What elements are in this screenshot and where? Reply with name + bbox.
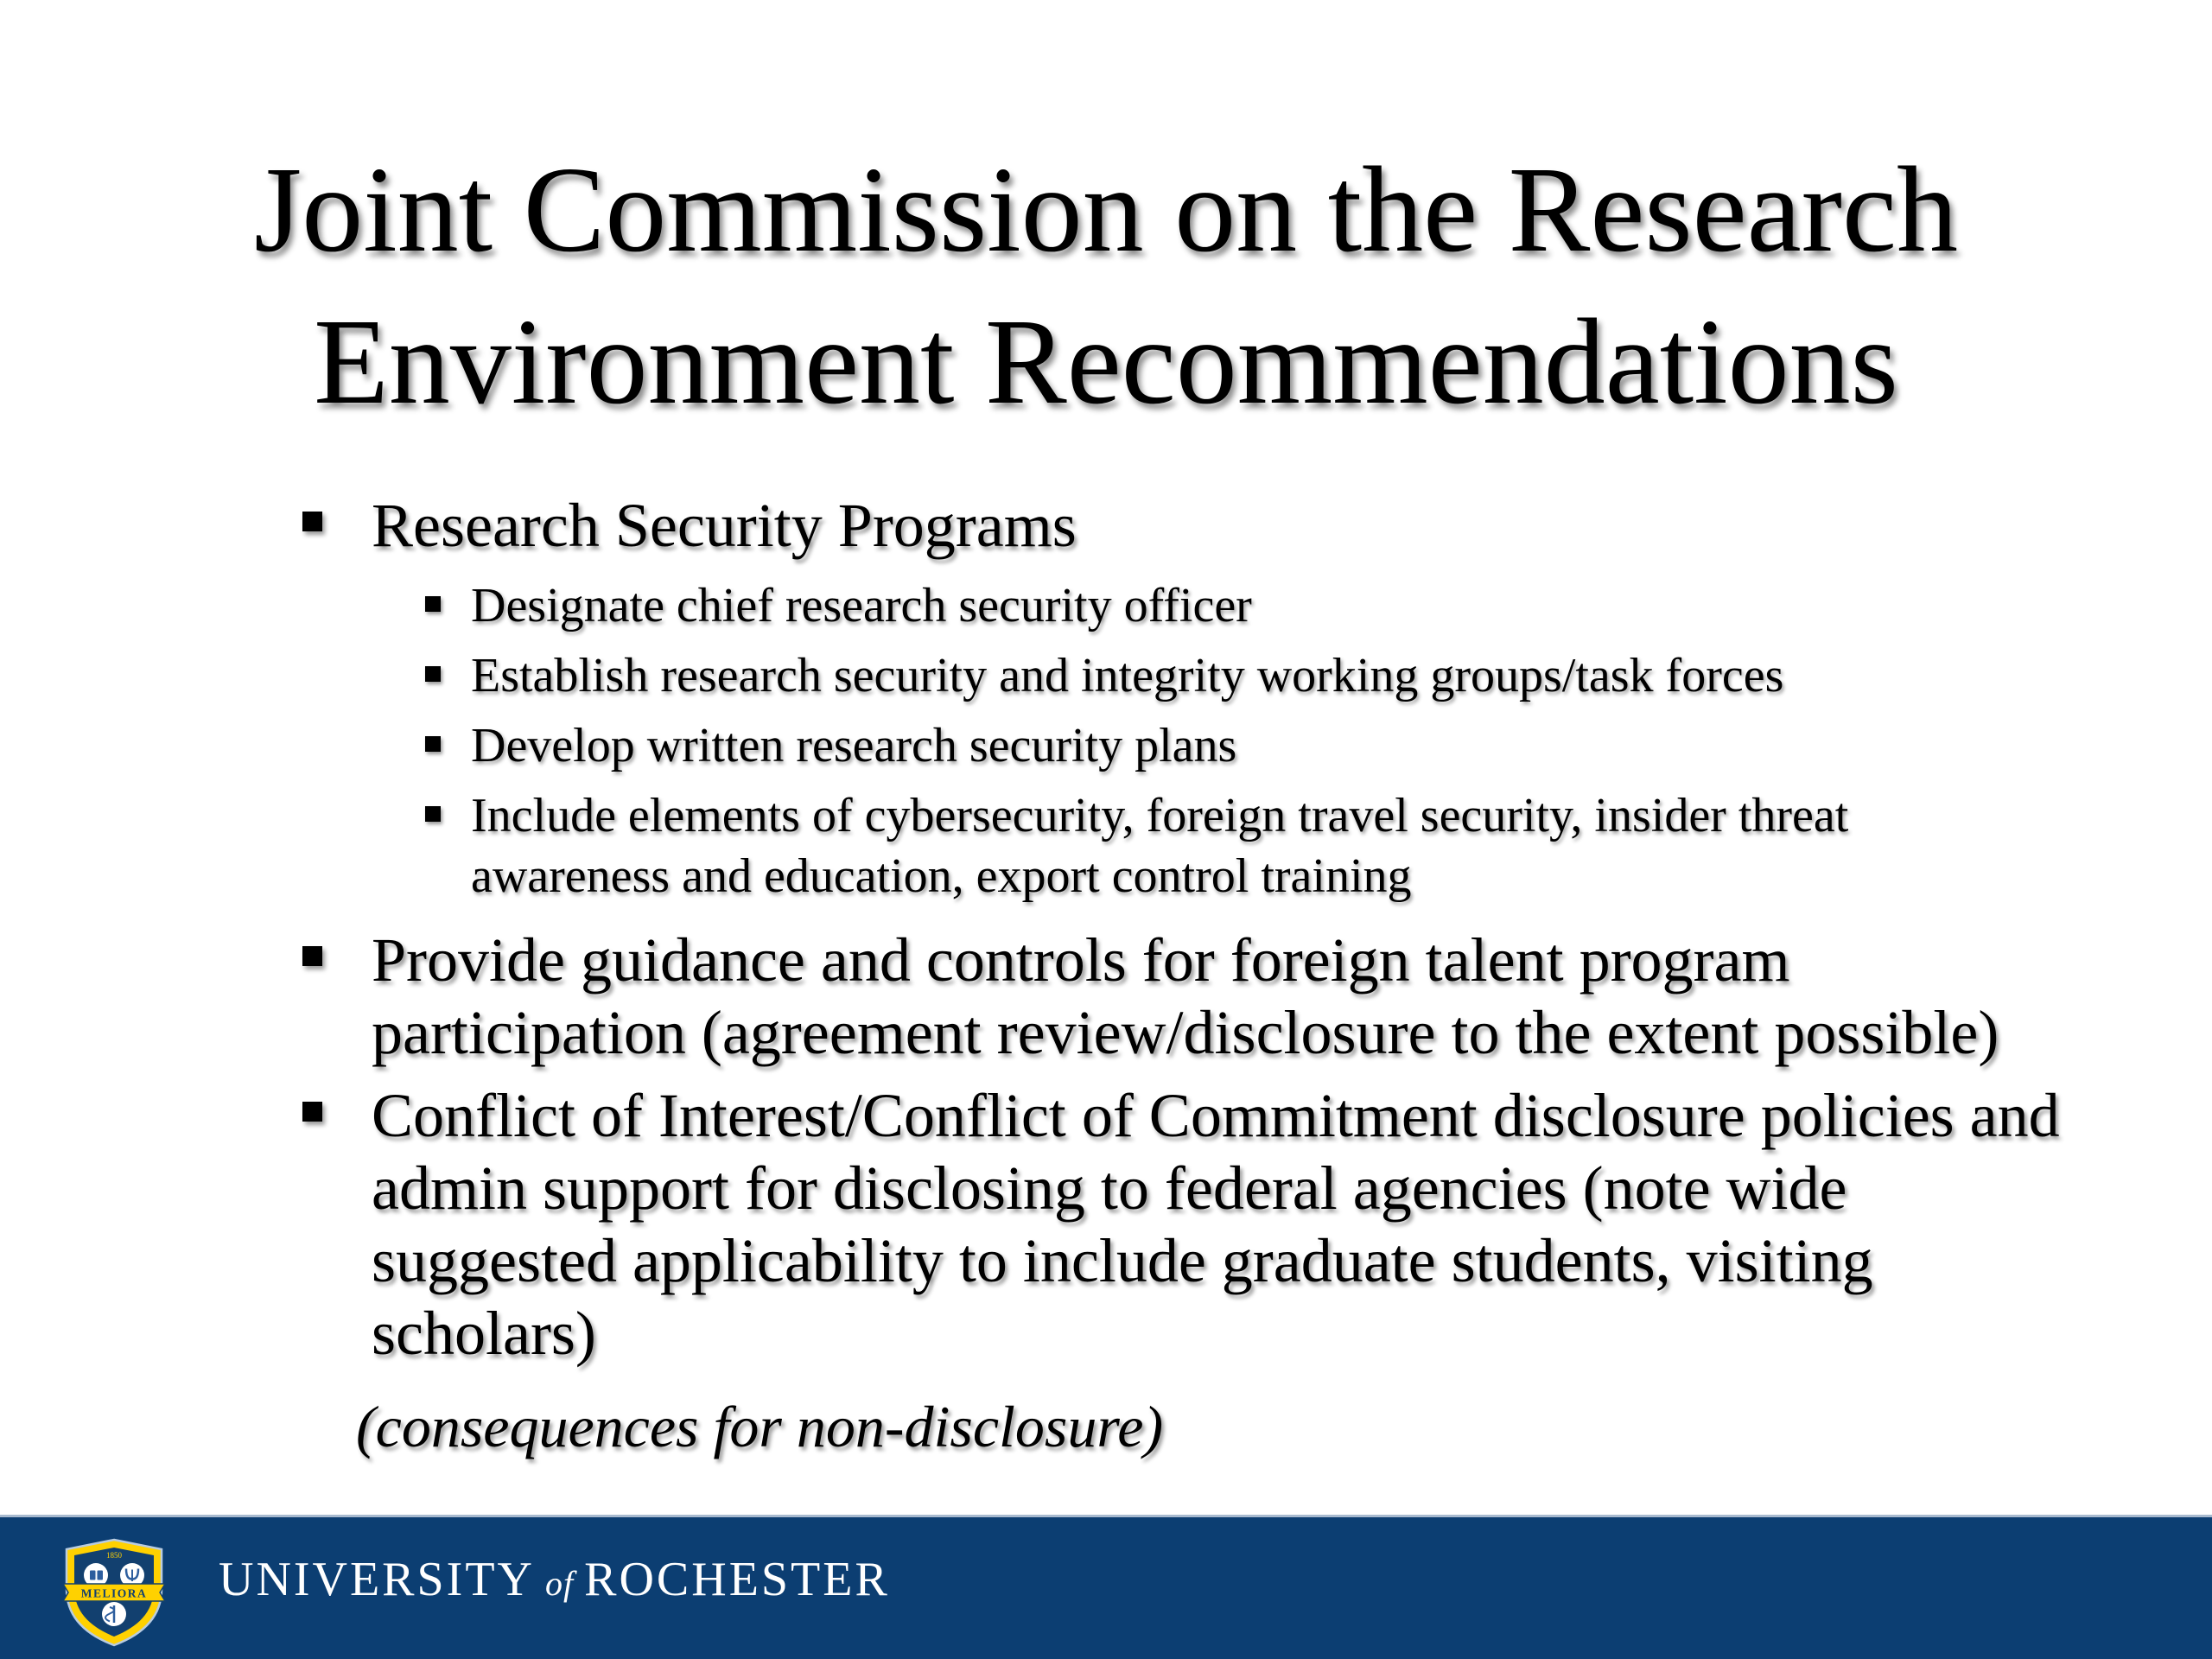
sub-list-item — [425, 575, 1927, 636]
wordmark-of: of — [544, 1564, 575, 1603]
sub-list-item-text: Develop written research security plans — [471, 719, 1237, 772]
list-item-text: Conflict of Interest/Conflict of Commitment disclosure policies and admin support for disclosing to federal agencies (note wide suggested applicability to include graduate students, visiting scholars) — [372, 1081, 2060, 1368]
sub-list-item-text: Designate chief research security officer — [471, 579, 1252, 632]
list-item-foreign-talent-guidance — [302, 924, 2082, 1069]
wordmark-rochester: ROCHESTER — [584, 1553, 890, 1606]
slide-body — [302, 489, 2082, 1463]
book-icon — [90, 1571, 96, 1580]
list-item-research-security-programs — [302, 489, 2082, 562]
university-shield-logo — [62, 1538, 166, 1647]
shield-year-text: 1850 — [106, 1551, 122, 1560]
bullet-square-icon — [425, 736, 441, 752]
bullet-square-icon — [302, 512, 322, 531]
sub-list-item — [425, 645, 1927, 706]
bullet-square-icon — [302, 1102, 322, 1122]
sub-list-item — [425, 715, 1927, 776]
list-item-conflict-of-interest — [302, 1079, 2082, 1370]
list-item-text: Provide guidance and controls for foreign talent program participation (agreement review/disclosure to the extent possible) — [372, 925, 1999, 1067]
footer-bar — [0, 1517, 2212, 1659]
bullet-square-icon — [425, 806, 441, 822]
bullet-square-icon — [425, 596, 441, 612]
list-item-text: Research Security Programs — [372, 491, 1077, 560]
wordmark-university: UNIVERSITY — [219, 1553, 535, 1606]
sub-list-item-text: Establish research security and integrity working groups/task forces — [471, 649, 1784, 702]
sub-list-item-text: Include elements of cybersecurity, foreign travel security, insider threat awareness and education, export control training — [471, 789, 1849, 903]
shield-motto-text: MELIORA — [80, 1586, 148, 1600]
university-wordmark — [219, 1554, 890, 1610]
sub-bullet-list — [302, 575, 2082, 906]
bullet-square-icon — [302, 946, 322, 966]
book-icon — [98, 1571, 104, 1580]
title-line-2: Environment Recommendations — [314, 293, 1898, 429]
slide-title — [0, 133, 2212, 437]
bullet-square-icon — [425, 666, 441, 682]
title-line-1: Joint Commission on the Research — [253, 141, 1959, 277]
sub-list-item — [425, 785, 1927, 906]
note-italic: (consequences for non-disclosure) — [356, 1394, 1164, 1459]
